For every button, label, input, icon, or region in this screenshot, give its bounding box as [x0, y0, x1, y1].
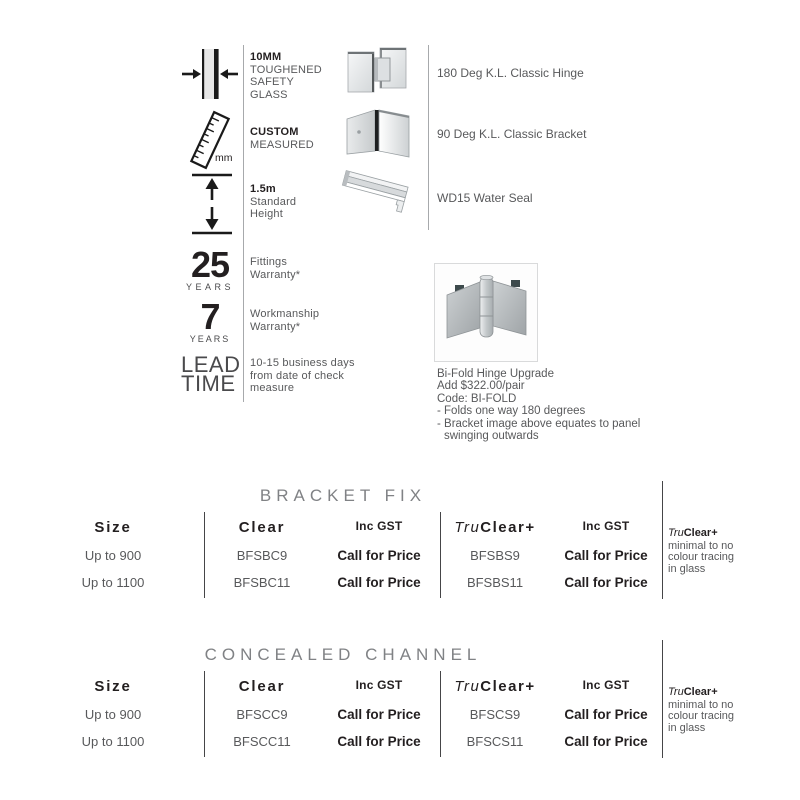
table-column-divider — [440, 671, 441, 757]
spec-line: CUSTOM — [250, 126, 299, 138]
custom-measured-label — [250, 126, 314, 151]
truclear-prefix: Tru — [668, 686, 684, 698]
spec-line: Workmanship — [250, 308, 320, 320]
price-cell: Call for Price — [337, 548, 421, 563]
spec-line: GLASS — [250, 88, 288, 101]
truclear-suffix: Clear+ — [480, 519, 536, 536]
spec-line: Height — [250, 208, 283, 221]
workmanship-warranty-years — [180, 296, 240, 344]
price-cell: Call for Price — [337, 707, 421, 722]
size-cell: Up to 900 — [84, 707, 142, 722]
height-arrow-icon — [190, 172, 234, 236]
concealed-channel-table — [58, 645, 758, 767]
price-cell: Call for Price — [564, 734, 648, 749]
column-header-truclear — [443, 519, 547, 536]
code-cell: BFSCS11 — [466, 734, 524, 749]
fittings-warranty-label — [250, 256, 300, 281]
bifold-price: Add $322.00/pair — [437, 380, 525, 393]
note-line: colour tracing — [668, 710, 735, 723]
truclear-prefix: Tru — [454, 519, 481, 536]
price-cell: Call for Price — [564, 707, 648, 722]
spec-line: from date of check — [250, 369, 345, 382]
size-cell: Up to 1100 — [81, 575, 145, 590]
column-header-size: Size — [94, 519, 132, 536]
glass-thickness-icon — [182, 48, 238, 102]
truclear-suffix: Clear+ — [683, 686, 718, 698]
bifold-note: - Bracket image above equates to panel — [437, 417, 641, 430]
table-column-divider — [662, 481, 663, 599]
spec-line: TOUGHENED — [250, 63, 322, 76]
hinge-180-image — [346, 45, 410, 95]
hinge-180-label: 180 Deg K.L. Classic Hinge — [437, 66, 584, 80]
truclear-prefix: Tru — [454, 678, 481, 695]
spec-line: Warranty* — [250, 320, 301, 333]
spec-line: Fittings — [250, 256, 288, 268]
years-unit: YEARS — [189, 334, 231, 344]
price-cell: Call for Price — [337, 734, 421, 749]
size-cell: Up to 1100 — [81, 734, 145, 749]
bifold-upgrade-details — [437, 368, 640, 442]
column-header-inc-gst: Inc GST — [355, 519, 403, 533]
table-column-divider — [204, 671, 205, 757]
fittings-warranty-years — [180, 244, 240, 292]
column-header-inc-gst: Inc GST — [355, 678, 403, 692]
code-cell: BFSCC11 — [233, 734, 291, 749]
truclear-suffix: Clear+ — [683, 527, 718, 539]
table-title: CONCEALED CHANNEL — [204, 645, 482, 664]
note-line: in glass — [668, 562, 706, 575]
column-header-inc-gst: Inc GST — [582, 519, 630, 533]
truclear-prefix: Tru — [668, 527, 684, 539]
table-column-divider — [440, 512, 441, 598]
truclear-note — [668, 528, 758, 575]
code-cell: BFSCS9 — [469, 707, 521, 722]
lead-time-line: TIME — [181, 370, 236, 396]
bifold-code: Code: BI-FOLD — [437, 392, 517, 405]
price-cell: Call for Price — [337, 575, 421, 590]
truclear-note-title — [668, 528, 758, 540]
table-title: BRACKET FIX — [259, 486, 427, 505]
bracket-fix-table — [58, 486, 758, 608]
spec-line: 1.5m — [250, 183, 276, 195]
column-header-inc-gst: Inc GST — [582, 678, 630, 692]
code-cell: BFSBC11 — [233, 575, 291, 590]
table-column-divider — [662, 640, 663, 758]
years-value: 25 — [190, 244, 230, 285]
bifold-note: - Folds one way 180 degrees — [437, 405, 586, 418]
column-header-clear: Clear — [238, 519, 286, 536]
table-column-divider — [204, 512, 205, 598]
column-header-clear: Clear — [238, 678, 286, 695]
truclear-note-title — [668, 687, 758, 699]
years-unit: YEARS — [185, 282, 234, 292]
spec-line: Standard — [250, 195, 297, 208]
note-line: colour tracing — [668, 551, 735, 564]
lead-time-line: LEAD — [181, 352, 241, 377]
workmanship-warranty-label — [250, 308, 319, 333]
truclear-note — [668, 687, 758, 734]
note-line: minimal to no — [668, 698, 734, 711]
spec-line: measure — [250, 382, 295, 395]
code-cell: BFSBS9 — [470, 548, 520, 563]
bracket-90-label: 90 Deg K.L. Classic Bracket — [437, 127, 587, 141]
bifold-title: Bi-Fold Hinge Upgrade — [437, 368, 554, 380]
price-cell: Call for Price — [564, 548, 648, 563]
spec-line: 10-15 business days — [250, 357, 355, 369]
bifold-hinge-image — [434, 263, 538, 362]
spec-line: 10MM — [250, 51, 282, 63]
bracket-90-image — [344, 107, 412, 159]
code-cell: BFSBS11 — [466, 575, 524, 590]
years-value: 7 — [200, 296, 220, 337]
lead-time-label — [181, 352, 243, 396]
spec-line: MEASURED — [250, 138, 314, 151]
size-cell: Up to 900 — [84, 548, 142, 563]
column-header-truclear — [443, 678, 547, 695]
truclear-suffix: Clear+ — [480, 678, 536, 695]
standard-height-label — [250, 183, 296, 221]
bifold-note: swinging outwards — [444, 430, 539, 443]
spec-line: Warranty* — [250, 268, 301, 281]
column-header-size: Size — [94, 678, 132, 695]
water-seal-image — [339, 165, 413, 223]
price-cell: Call for Price — [564, 575, 648, 590]
water-seal-label: WD15 Water Seal — [437, 191, 533, 205]
code-cell: BFSBC9 — [236, 548, 288, 563]
code-cell: BFSCC9 — [236, 707, 288, 722]
note-line: in glass — [668, 721, 706, 734]
note-line: minimal to no — [668, 539, 734, 552]
product-divider-line — [428, 45, 429, 230]
ruler-unit-label: mm — [215, 152, 233, 164]
lead-time-detail — [250, 357, 355, 395]
glass-spec-label — [250, 51, 322, 101]
spec-line: SAFETY — [250, 76, 294, 89]
spec-divider-line — [243, 45, 244, 402]
